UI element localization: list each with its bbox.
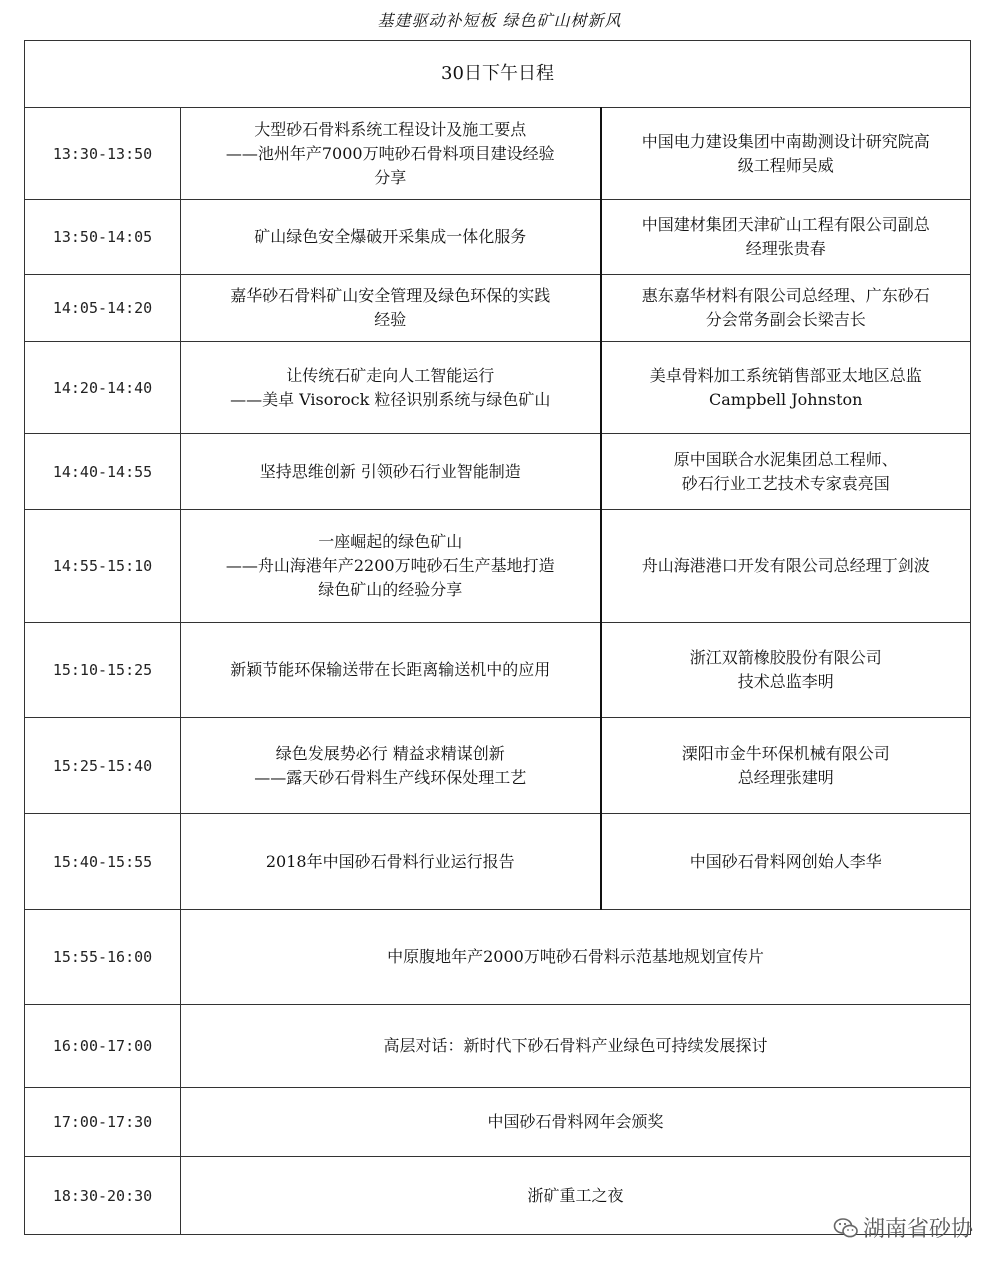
topic-cell <box>181 434 601 510</box>
table-row <box>25 434 971 510</box>
topic-cell <box>181 275 601 342</box>
topic-cell <box>181 200 601 275</box>
speaker-cell <box>601 108 971 200</box>
topic-line: 绿色矿山的经验分享 <box>318 580 463 599</box>
time-cell: 13:30-13:50 <box>25 108 181 200</box>
topic-line: 坚持思维创新 引领砂石行业智能制造 <box>259 461 521 481</box>
session-cell: 浙矿重工之夜 <box>181 1157 971 1235</box>
speaker-line: 分会常务副会长梁吉长 <box>705 310 866 329</box>
time-cell: 14:05-14:20 <box>25 275 181 342</box>
speaker-line: 级工程师吴威 <box>737 155 834 175</box>
session-cell: 高层对话：新时代下砂石骨料产业绿色可持续发展探讨 <box>181 1005 971 1088</box>
speaker-line: 美卓骨料加工系统销售部亚太地区总监 <box>649 365 922 385</box>
table-row <box>25 200 971 275</box>
speaker-line: 原中国联合水泥集团总工程师、 <box>673 449 898 469</box>
speaker-line: 中国砂石骨料网创始人李华 <box>689 851 882 871</box>
topic-line: ——露天砂石骨料生产线环保处理工艺 <box>254 767 527 787</box>
topic-line: 分享 <box>374 167 407 187</box>
topic-cell <box>181 718 601 814</box>
topic-line: ——美卓 Visorock 粒径识别系统与绿色矿山 <box>230 389 551 409</box>
speaker-line: 砂石行业工艺技术专家袁亮国 <box>681 473 890 493</box>
topic-line: 让传统石矿走向人工智能运行 <box>286 365 495 385</box>
topic-line: 经验 <box>374 310 407 329</box>
document-header: 基建驱动补短板 绿色矿山树新风 <box>377 11 622 30</box>
table-row <box>25 510 971 623</box>
time-cell: 13:50-14:05 <box>25 200 181 275</box>
table-row <box>25 623 971 718</box>
speaker-cell <box>601 718 971 814</box>
time-cell: 16:00-17:00 <box>25 1005 181 1088</box>
table-row <box>25 108 971 200</box>
time-cell: 15:55-16:00 <box>25 910 181 1005</box>
topic-line: ——池州年产7000万吨砂石骨料项目建设经验 <box>225 143 555 163</box>
topic-line: ——舟山海港年产2200万吨砂石生产基地打造 <box>225 556 555 575</box>
table-row <box>25 1005 971 1088</box>
time-cell: 15:10-15:25 <box>25 623 181 718</box>
speaker-cell <box>601 510 971 623</box>
topic-cell <box>181 510 601 623</box>
schedule-table <box>24 40 971 1235</box>
speaker-cell <box>601 342 971 434</box>
topic-cell <box>181 108 601 200</box>
speaker-line: 总经理张建明 <box>737 767 834 787</box>
table-row <box>25 910 971 1005</box>
topic-cell <box>181 814 601 910</box>
speaker-cell <box>601 623 971 718</box>
speaker-cell <box>601 434 971 510</box>
session-cell: 中国砂石骨料网年会颁奖 <box>181 1088 971 1157</box>
speaker-line: 浙江双箭橡胶股份有限公司 <box>689 648 882 667</box>
topic-line: 一座崛起的绿色矿山 <box>318 532 463 551</box>
time-cell: 15:25-15:40 <box>25 718 181 814</box>
time-cell: 17:00-17:30 <box>25 1088 181 1157</box>
topic-cell <box>181 342 601 434</box>
speaker-line: 中国电力建设集团中南勘测设计研究院高 <box>641 131 930 151</box>
session-cell: 中原腹地年产2000万吨砂石骨料示范基地规划宣传片 <box>181 910 971 1005</box>
speaker-cell <box>601 814 971 910</box>
speaker-line: 溧阳市金牛环保机械有限公司 <box>681 743 890 763</box>
topic-line: 矿山绿色安全爆破开采集成一体化服务 <box>254 227 527 246</box>
table-row <box>25 275 971 342</box>
topic-line: 嘉华砂石骨料矿山安全管理及绿色环保的实践 <box>230 286 551 305</box>
speaker-line: 技术总监李明 <box>737 672 834 691</box>
topic-cell <box>181 623 601 718</box>
speaker-line: Campbell Johnston <box>709 389 863 409</box>
table-row <box>25 718 971 814</box>
speaker-line: 中国建材集团天津矿山工程有限公司副总 <box>641 215 930 234</box>
time-cell: 14:40-14:55 <box>25 434 181 510</box>
speaker-line: 惠东嘉华材料有限公司总经理、广东砂石 <box>641 286 930 305</box>
watermark <box>833 1212 973 1243</box>
table-title: 30日下午日程 <box>25 41 971 108</box>
speaker-cell <box>601 200 971 275</box>
table-row <box>25 342 971 434</box>
table-row <box>25 1088 971 1157</box>
speaker-line: 舟山海港港口开发有限公司总经理丁剑波 <box>641 556 930 575</box>
topic-line: 绿色发展势必行 精益求精谋创新 <box>275 743 505 763</box>
table-row <box>25 814 971 910</box>
topic-line: 大型砂石骨料系统工程设计及施工要点 <box>254 119 527 139</box>
time-cell: 14:55-15:10 <box>25 510 181 623</box>
time-cell: 14:20-14:40 <box>25 342 181 434</box>
speaker-cell <box>601 275 971 342</box>
time-cell: 15:40-15:55 <box>25 814 181 910</box>
watermark-text: 湖南省砂协 <box>862 1217 973 1242</box>
wechat-icon <box>833 1215 859 1241</box>
table-row <box>25 1157 971 1235</box>
topic-line: 2018年中国砂石骨料行业运行报告 <box>265 851 515 871</box>
speaker-line: 经理张贵春 <box>745 239 826 258</box>
time-cell: 18:30-20:30 <box>25 1157 181 1235</box>
topic-line: 新颖节能环保输送带在长距离输送机中的应用 <box>230 660 551 679</box>
